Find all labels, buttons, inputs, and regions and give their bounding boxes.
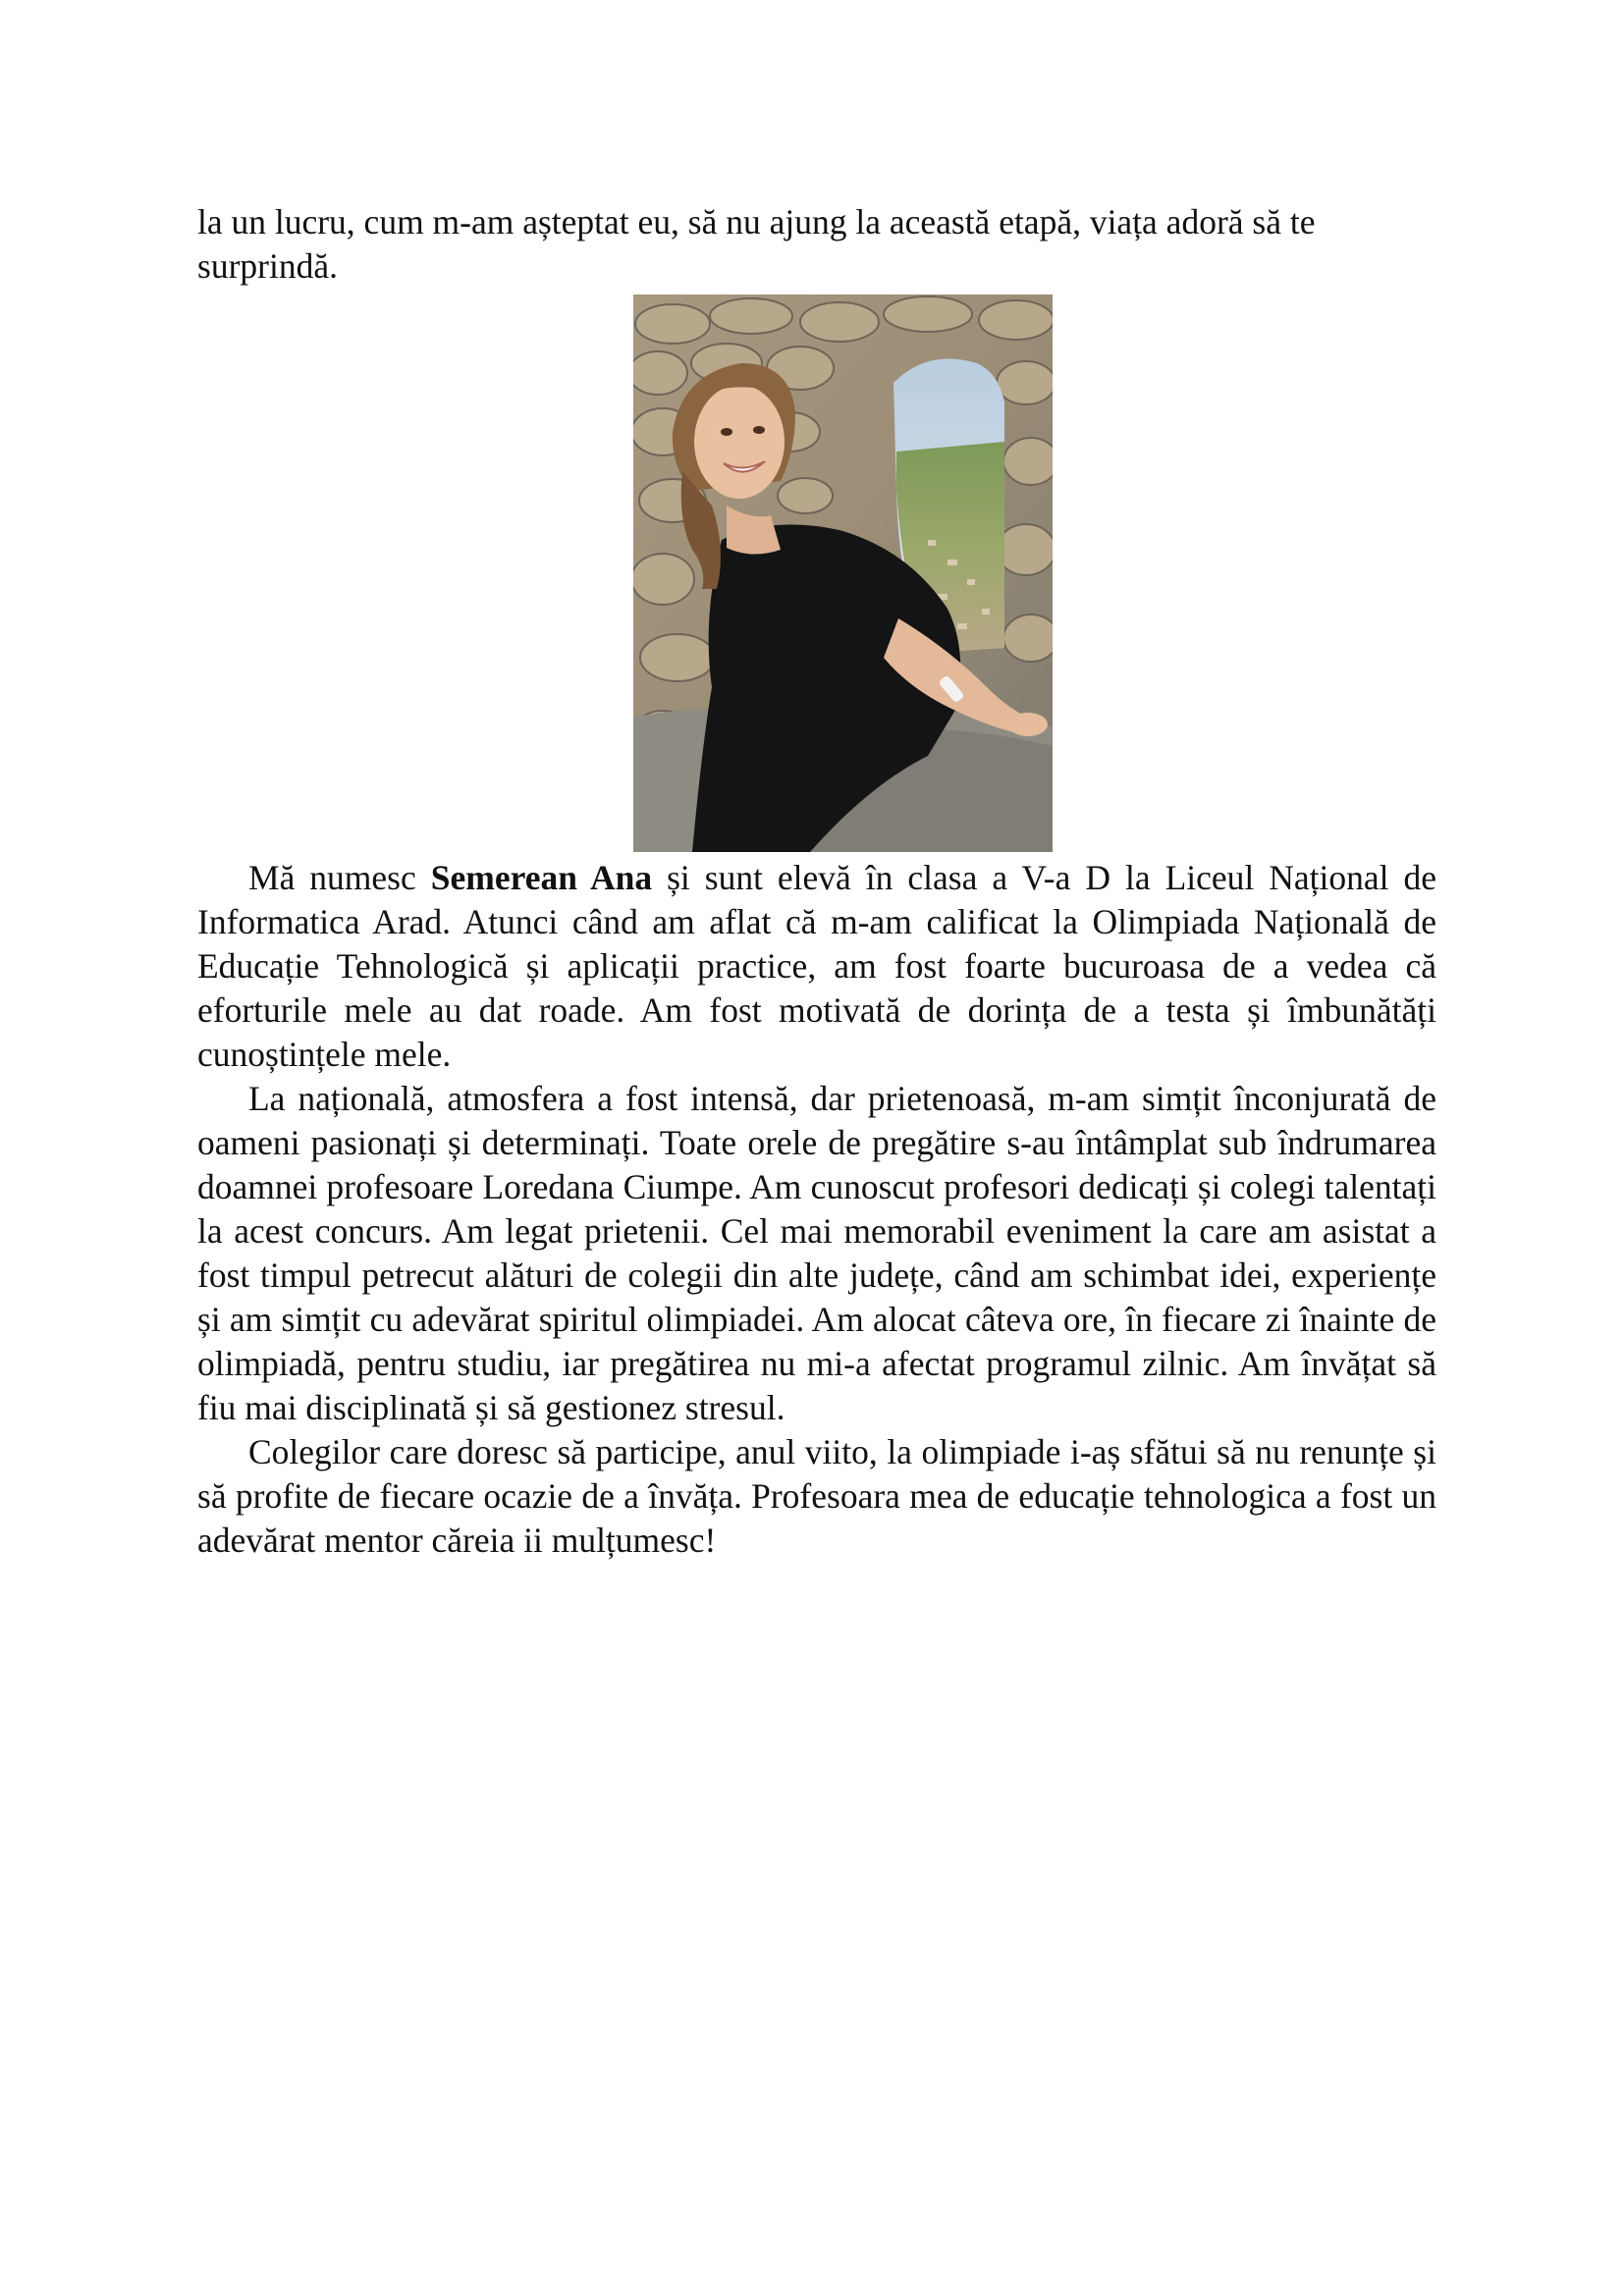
article-body [197, 856, 1436, 1563]
intro-before-name: Mă numesc [248, 858, 431, 897]
portrait-photo-icon [633, 294, 1053, 852]
portrait-photo [633, 294, 1053, 852]
paragraph-intro [197, 856, 1436, 1077]
student-name: Semerean Ana [430, 858, 653, 897]
paragraph-nationals: La națională, atmosfera a fost intensă, dar prietenoasă, m-am simțit înconjurată de oameni pasionați și determinați. Toate orele de pregătire s-au întâmplat sub îndrumarea doamnei profesoare Loredana Ciumpe. Am cunoscut profesori dedicați și colegi talentați la acest concurs. Am legat prietenii. Cel mai memorabil eveniment la care am asistat a fost timpul petrecut alături de colegii din alte județe, când am schimbat idei, experiențe și am simțit cu adevărat spiritul olimpiadei. Am alocat câteva ore, în fiecare zi înainte de olimpiadă, pentru studiu, iar pregătirea nu mi-a afectat programul zilnic. Am învățat să fiu mai disciplinată și să gestionez stresul. [197, 1079, 1436, 1427]
top-paragraph: la un lucru, cum m-am așteptat eu, să nu ajung la această etapă, viața adoră să te surprindă. [197, 202, 1316, 286]
intro-after-name: și sunt elevă în clasa a V-a D la Liceul Național de Informatica Arad. Atunci când am aflat că m-am calificat la Olimpiada Națională de Educație Tehnologică și aplicații practice, am fost foarte bucuroasa de a vedea că eforturile mele au dat roade. Am fost motivată de dorința de a testa și îmbunătăți cunoștințele mele. [197, 858, 1436, 1074]
paragraph-advice: Colegilor care doresc să participe, anul viito, la olimpiade i-aș sfătui să nu renunțe și să profite de fiecare ocazie de a învăța. Profesoara mea de educație tehnologica a fost un adevărat mentor căreia ii mulțumesc! [197, 1432, 1436, 1560]
